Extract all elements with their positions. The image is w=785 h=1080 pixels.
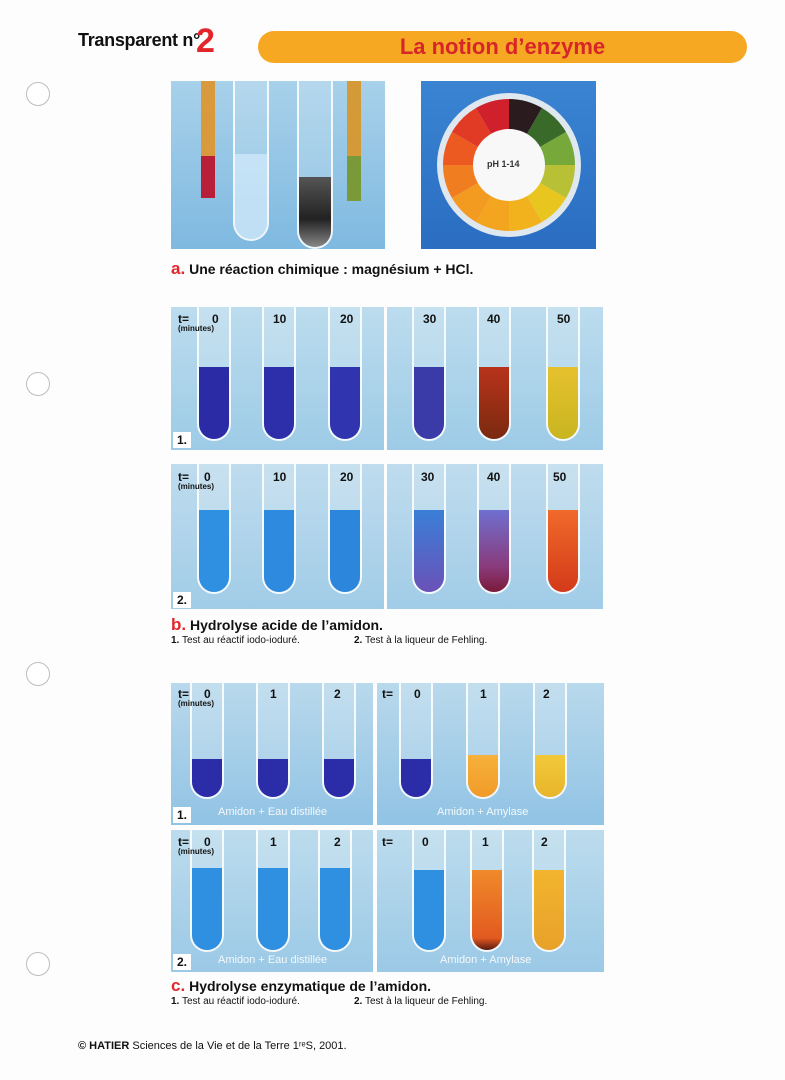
c1-time-left-1: 1 <box>270 687 277 701</box>
c2-time-right-1: 1 <box>482 835 489 849</box>
ph-strip <box>201 81 215 161</box>
ph-strip-red-end <box>201 156 215 198</box>
c2-label-water: Amidon + Eau distillée <box>218 954 328 966</box>
b2-time-40: 40 <box>487 470 501 484</box>
caption-c-sub2-num: 2. <box>354 996 363 1007</box>
footer-credit <box>78 1040 347 1052</box>
ph-label: pH 1-14 <box>487 159 520 169</box>
ph-strip <box>347 81 361 161</box>
c2-tube-amylase-0 <box>412 830 446 952</box>
punch-hole <box>26 82 50 106</box>
c1-tube-amylase-2 <box>533 683 567 799</box>
b1-tube-10 <box>262 307 296 441</box>
caption-b-sub2-text: Test à la liqueur de Fehling. <box>364 635 488 646</box>
caption-c-text: Hydrolyse enzymatique de l’amidon. <box>189 978 432 994</box>
footer-brand: © HATIER <box>78 1040 130 1052</box>
c1-unit-label: (minutes) <box>178 699 214 708</box>
punch-hole <box>26 952 50 976</box>
ph-paper-photo <box>421 81 596 249</box>
punch-hole <box>26 372 50 396</box>
page-title: La notion d’enzyme <box>258 31 747 63</box>
c2-t-label-left: t= <box>178 835 190 849</box>
caption-a-text: Une réaction chimique : magnésium + HCl. <box>189 261 474 277</box>
b1-unit-label: (minutes) <box>178 324 214 333</box>
c2-time-right-2: 2 <box>541 835 548 849</box>
b-row1-mark: 1. <box>173 432 191 448</box>
b2-unit-label: (minutes) <box>178 482 214 491</box>
c1-time-left-0: 0 <box>204 687 211 701</box>
caption-c <box>171 976 431 996</box>
b2-time-20: 20 <box>340 470 354 484</box>
transparency-label: Transparent n° <box>78 30 201 50</box>
caption-b-sub2 <box>354 635 487 646</box>
b1-tube-30 <box>412 307 446 441</box>
c1-time-right-2: 2 <box>543 687 550 701</box>
b2-time-30: 30 <box>421 470 435 484</box>
c2-time-left-0: 0 <box>204 835 211 849</box>
b2-time-0: 0 <box>204 470 211 484</box>
caption-c-sub1 <box>171 996 300 1007</box>
b1-time-20: 20 <box>340 312 354 326</box>
magnesium-tube <box>297 81 333 249</box>
c1-t-label-left: t= <box>178 687 190 701</box>
transparency-number: 2 <box>196 22 215 60</box>
b1-tube-20 <box>328 307 362 441</box>
c2-unit-label: (minutes) <box>178 847 214 856</box>
b2-time-50: 50 <box>553 470 567 484</box>
c-row1-mark: 1. <box>173 807 191 823</box>
b1-time-50: 50 <box>557 312 571 326</box>
clear-acid-tube <box>233 81 269 241</box>
c2-t-label-right: t= <box>382 835 394 849</box>
b1-tube-40 <box>477 307 511 441</box>
c1-time-right-1: 1 <box>480 687 487 701</box>
c2-time-left-1: 1 <box>270 835 277 849</box>
c2-time-left-2: 2 <box>334 835 341 849</box>
b1-time-10: 10 <box>273 312 287 326</box>
b1-time-40: 40 <box>487 312 501 326</box>
caption-b-letter: b. <box>171 615 187 634</box>
c1-time-right-0: 0 <box>414 687 421 701</box>
b1-time-30: 30 <box>423 312 437 326</box>
caption-c-sub1-text: Test au réactif iodo-ioduré. <box>181 996 300 1007</box>
c1-t-label-right: t= <box>382 687 394 701</box>
caption-b-sub1-text: Test au réactif iodo-ioduré. <box>181 635 300 646</box>
b1-t-label: t= <box>178 312 190 326</box>
b2-t-label: t= <box>178 470 190 484</box>
ph-strip-green-end <box>347 156 361 201</box>
caption-a-letter: a. <box>171 259 186 278</box>
caption-b <box>171 615 383 635</box>
caption-b-sub1 <box>171 635 300 646</box>
magnesium-hcl-photo <box>171 81 385 249</box>
c-row2-mark: 2. <box>173 954 191 970</box>
b2-time-10: 10 <box>273 470 287 484</box>
caption-c-letter: c. <box>171 976 186 995</box>
caption-a <box>171 259 473 279</box>
b1-tube-50 <box>546 307 580 441</box>
c1-time-left-2: 2 <box>334 687 341 701</box>
caption-c-sub1-num: 1. <box>171 996 180 1007</box>
caption-c-sub2 <box>354 996 487 1007</box>
c1-label-amylase: Amidon + Amylase <box>437 806 529 818</box>
c2-tube-amylase-2 <box>532 830 566 952</box>
caption-b-sub2-num: 2. <box>354 635 363 646</box>
caption-b-text: Hydrolyse acide de l’amidon. <box>190 617 383 633</box>
footer-text: Sciences de la Vie et de la Terre 1ʳᵉS, 2001. <box>132 1040 347 1052</box>
c2-label-amylase: Amidon + Amylase <box>440 954 532 966</box>
punch-hole <box>26 662 50 686</box>
b-row2-mark: 2. <box>173 592 191 608</box>
b1-time-0: 0 <box>212 312 219 326</box>
c1-label-water: Amidon + Eau distillée <box>218 806 328 818</box>
caption-b-sub1-num: 1. <box>171 635 180 646</box>
c2-time-right-0: 0 <box>422 835 429 849</box>
caption-c-sub2-text: Test à la liqueur de Fehling. <box>364 996 488 1007</box>
